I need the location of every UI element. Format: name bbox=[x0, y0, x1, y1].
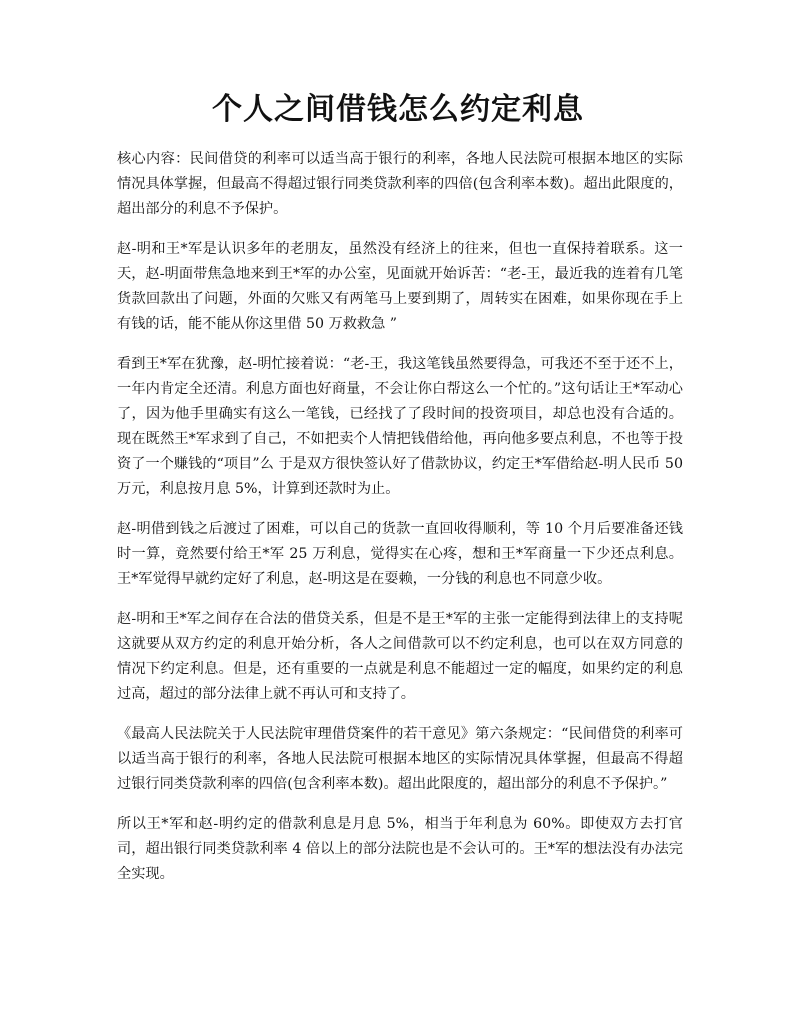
paragraph-story-intro: 赵-明和王*军是认识多年的老朋友，虽然没有经济上的往来，但也一直保持着联系。这一天，赵-明面带焦急地来到王*军的办公室，见面就开始诉苦：“老-王，最近我的连着有几笔货款回款出了问题，外面的欠账又有两笔马上要到期了，周转实在困难，如果你现在手上有钱的话，能不能从你这里借 50 万救救急 ” bbox=[117, 241, 683, 332]
document-title: 个人之间借钱怎么约定利息 bbox=[212, 92, 584, 127]
paragraph-conclusion: 所以王*军和赵-明约定的借款利息是月息 5%，相当于年利息为 60%。即使双方去打官司，超出银行同类贷款利率 4 倍以上的部分法院也是不会认可的。王*军的想法没有办法完全实现。 bbox=[117, 816, 683, 882]
paragraph-core-content: 核心内容：民间借贷的利率可以适当高于银行的利率，各地人民法院可根据本地区的实际情况具体掌握，但最高不得超过银行同类贷款利率的四倍(包含利率本数)。超出此限度的，超出部分的利息不予保护。 bbox=[117, 151, 683, 217]
paragraph-loan-agreement: 看到王*军在犹豫，赵-明忙接着说：“老-王，我这笔钱虽然要得急，可我还不至于还不上，一年内肯定全还清。利息方面也好商量，不会让你白帮这么一个忙的。”这句话让王*军动心了，因为他手里确实有这么一笔钱，已经找了了段时间的投资项目，却总也没有合适的。现在既然王*军求到了自己，不如把卖个人情把钱借给他，再向他多要点利息，不也等于投资了一个赚钱的“项目”么 于是双方很快签认好了借款协议，约定王*军借给赵-明人民币 50 万元，利息按月息 5%，计算到还款时为止。 bbox=[117, 356, 683, 497]
document-body bbox=[117, 147, 683, 902]
paragraph-court-regulation: 《最高人民法院关于人民法院审理借贷案件的若干意见》第六条规定：“民间借贷的利率可以适当高于银行的利率，各地人民法院可根据本地区的实际情况具体掌握，但最高不得超过银行同类贷款利率的四倍(包含利率本数)。超出此限度的，超出部分的利息不予保护。” bbox=[117, 726, 683, 792]
paragraph-repayment-dispute: 赵-明借到钱之后渡过了困难，可以自己的货款一直回收得顺利，等 10 个月后要准备还钱时一算，竟然要付给王*军 25 万利息，觉得实在心疼，想和王*军商量一下少还点利息。王*军觉得早就约定好了利息，赵-明这是在耍赖，一分钱的利息也不同意少收。 bbox=[117, 521, 683, 587]
paragraph-legal-analysis: 赵-明和王*军之间存在合法的借贷关系，但是不是王*军的主张一定能得到法律上的支持呢 这就要从双方约定的利息开始分析，各人之间借款可以不约定利息，也可以在双方同意的情况下约定利息。但是，还有重要的一点就是利息不能超过一定的幅度，如果约定的利息过高，超过的部分法律上就不再认可和支持了。 bbox=[117, 611, 683, 702]
